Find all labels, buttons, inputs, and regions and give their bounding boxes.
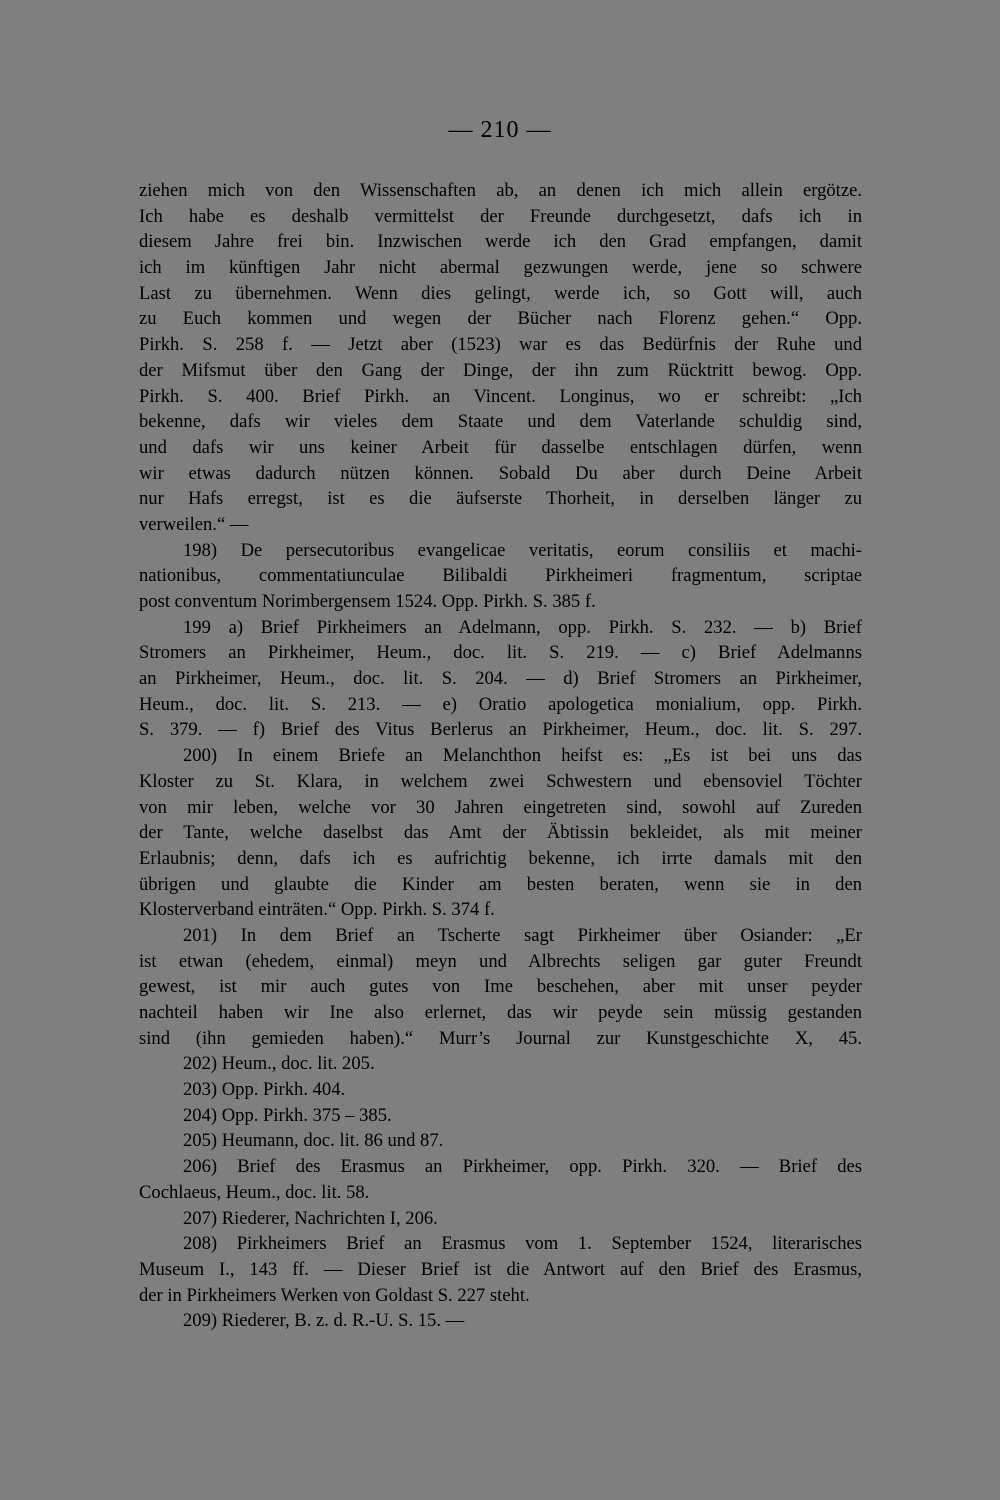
text-line: zu Euch kommen und wegen der Bücher nach Florenz gehen.“ Opp.	[139, 308, 862, 330]
text-line: bekenne, dafs wir vieles dem Staate und dem Vaterlande schuldig sind,	[139, 411, 862, 433]
text-line: übrigen und glaubte die Kinder am besten beraten, wenn sie in den	[139, 873, 862, 895]
text-line: Pirkh. S. 400. Brief Pirkh. an Vincent. Longinus, wo er schreibt: „Ich	[139, 385, 862, 407]
text-line: 200) In einem Briefe an Melanchthon heifst es: „Es ist bei uns das	[183, 745, 862, 767]
text-line: 201) In dem Brief an Tscherte sagt Pirkheimer über Osiander: „Er	[183, 924, 862, 946]
text-line: Kloster zu St. Klara, in welchem zwei Schwestern und ebensoviel Töchter	[139, 770, 862, 792]
text-line: ist etwan (ehedem, einmal) meyn und Albrechts seligen gar guter Freundt	[139, 950, 862, 972]
text-line: von mir leben, welche vor 30 Jahren eingetreten sind, sowohl auf Zureden	[139, 796, 862, 818]
text-line: der Mifsmut über den Gang der Dinge, der ihn zum Rücktritt bewog. Opp.	[139, 359, 862, 381]
text-line: 204) Opp. Pirkh. 375 – 385.	[183, 1104, 392, 1126]
page-number: — 210 —	[448, 117, 552, 143]
text-line: der Tante, welche daselbst das Amt der Äbtissin bekleidet, als mit meiner	[139, 822, 862, 844]
text-line: 206) Brief des Erasmus an Pirkheimer, opp. Pirkh. 320. — Brief des	[183, 1156, 862, 1178]
text-line: Heum., doc. lit. S. 213. — e) Oratio apologetica monialium, opp. Pirkh.	[139, 693, 862, 715]
text-line: 207) Riederer, Nachrichten I, 206.	[183, 1207, 438, 1229]
text-line: Erlaubnis; denn, dafs ich es aufrichtig bekenne, ich irrte damals mit den	[139, 847, 862, 869]
text-line: Cochlaeus, Heum., doc. lit. 58.	[139, 1181, 370, 1203]
text-line: 202) Heum., doc. lit. 205.	[183, 1053, 375, 1075]
body-text	[139, 178, 862, 1334]
text-line: sind (ihn gemieden haben).“ Murr’s Journal zur Kunstgeschichte X, 45.	[139, 1027, 862, 1049]
text-line: gewest, ist mir auch gutes von Ime beschehen, aber mit unser peyder	[139, 976, 862, 998]
text-line: nachteil haben wir Ine also erlernet, das wir peyde sein müssig gestanden	[139, 1002, 862, 1023]
text-line: 198) De persecutoribus evangelicae veritatis, eorum consiliis et machi-	[183, 539, 862, 561]
text-line: Last zu übernehmen. Wenn dies gelingt, werde ich, so Gott will, auch	[139, 282, 862, 304]
text-line: diesem Jahre frei bin. Inzwischen werde ich den Grad empfangen, damit	[139, 231, 862, 253]
text-line: Museum I., 143 ff. — Dieser Brief ist die Antwort auf den Brief des Erasmus,	[139, 1258, 862, 1280]
text-line: 203) Opp. Pirkh. 404.	[183, 1079, 346, 1101]
text-line: ich im künftigen Jahr nicht abermal gezwungen werde, jene so schwere	[139, 257, 862, 279]
text-line: Ich habe es deshalb vermittelst der Freunde durchgesetzt, dafs ich in	[139, 205, 862, 227]
text-line: 199 a) Brief Pirkheimers an Adelmann, opp. Pirkh. S. 232. — b) Brief	[183, 616, 862, 638]
text-line: und dafs wir uns keiner Arbeit für dasselbe entschlagen dürfen, wenn	[139, 436, 862, 458]
text-line: 209) Riederer, B. z. d. R.-U. S. 15. —	[183, 1310, 465, 1332]
text-line: verweilen.“ —	[139, 513, 249, 535]
text-line: ziehen mich von den Wissenschaften ab, an denen ich mich allein ergötze.	[139, 180, 862, 201]
text-line: post conventum Norimbergensem 1524. Opp. Pirkh. S. 385 f.	[139, 591, 596, 612]
text-line: Stromers an Pirkheimer, Heum., doc. lit. S. 219. — c) Brief Adelmanns	[139, 642, 862, 664]
text-line: 205) Heumann, doc. lit. 86 und 87.	[183, 1130, 444, 1152]
text-line: S. 379. — f) Brief des Vitus Berlerus an Pirkheimer, Heum., doc. lit. S. 297.	[139, 719, 862, 741]
text-line: wir etwas dadurch nützen können. Sobald Du aber durch Deine Arbeit	[139, 462, 862, 484]
text-line: Klosterverband einträten.“ Opp. Pirkh. S. 374 f.	[139, 899, 495, 921]
text-line: der in Pirkheimers Werken von Goldast S. 227 steht.	[139, 1284, 530, 1306]
text-line: nur Hafs erregst, ist es die äufserste Thorheit, in derselben länger zu	[139, 488, 862, 510]
text-line: Pirkh. S. 258 f. — Jetzt aber (1523) war es das Bedürfnis der Ruhe und	[139, 334, 862, 356]
text-line: an Pirkheimer, Heum., doc. lit. S. 204. — d) Brief Stromers an Pirkheimer,	[139, 668, 862, 690]
text-line: nationibus, commentatiunculae Bilibaldi Pirkheimeri fragmentum, scriptae	[139, 565, 862, 587]
text-line: 208) Pirkheimers Brief an Erasmus vom 1. September 1524, literarisches	[183, 1233, 862, 1255]
